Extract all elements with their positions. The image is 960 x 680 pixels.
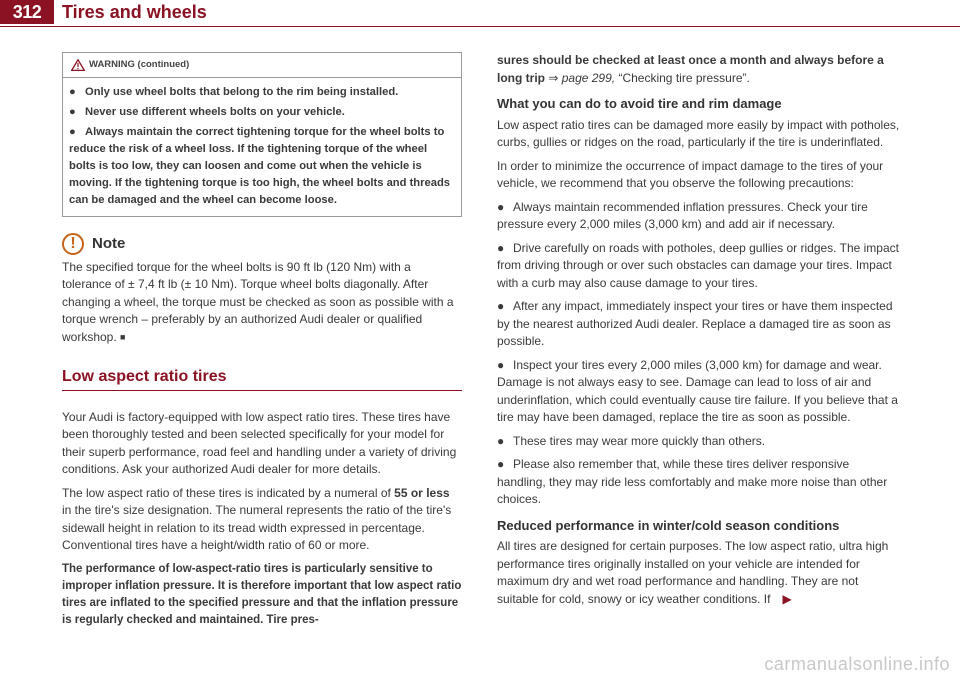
bullet-item: ● Inspect your tires every 2,000 miles (3,000 km) for damage and wear. Damage is not always easy to see. Damage can lead to loss of air and underinflation, which could eventually cause tire failure. If you believe that a tire may have been damaged, replace the tire as soon as possible. xyxy=(497,357,898,424)
warning-triangle-icon xyxy=(71,59,85,71)
bullet-item: ● Drive carefully on roads with potholes, deep gullies or ridges. The impact from driving through or over such obstacles can damage your tires. Impact with a curb may also cause damage to your tires. xyxy=(497,240,899,290)
page-number: 312 xyxy=(0,0,54,24)
chapter-title: Tires and wheels xyxy=(62,2,207,22)
right-column xyxy=(497,52,901,614)
note-title: Note xyxy=(92,234,126,252)
paragraph: Low aspect ratio tires can be damaged more easily by impact with potholes, curbs, gullies or ridges on the road, particularly if the tire is underinflated. xyxy=(497,117,900,149)
subheading: Reduced performance in winter/cold season conditions xyxy=(497,517,840,533)
bullet-item: ● Always maintain recommended inflation pressures. Check your tire pressure every 2,000 miles (3,000 km) and add air if necessary. xyxy=(497,199,868,231)
continue-arrow-icon: ▶ xyxy=(782,591,792,606)
warning-body xyxy=(63,78,461,216)
subheading: What you can do to avoid tire and rim damage xyxy=(497,96,782,111)
bullet-item: ● Please also remember that, while these tires deliver responsive handling, they may ride less comfortably and make more noise than other choices. xyxy=(497,457,888,506)
section-title: Low aspect ratio tires xyxy=(62,368,462,391)
bullet-item: ● After any impact, immediately inspect your tires or have them inspected by the nearest authorized Audi dealer. Replace a damaged tire as soon as possible. xyxy=(497,299,893,348)
warning-item: ● Always maintain the correct tightening torque for the wheel bolts to reduce the risk of a wheel loss. If the tightening torque of the wheel bolts is too low, they can loosen and come out when the vehicle is moving. If the tightening torque is too high, the wheel bolts and threads can be damaged and the wheel can become loose. xyxy=(69,125,450,206)
header-rule xyxy=(0,26,960,27)
note-text: The specified torque for the wheel bolts is 90 ft lb (120 Nm) with a tolerance of ± 7,4 ft lb (± 10 Nm). Torque wheel bolts diagonally. After changing a wheel, the torque must be checked as soon as possible with a torque wrench – preferably by an authorized Audi dealer or qualified workshop. ■ xyxy=(62,259,454,344)
bullet-item: ● These tires may wear more quickly than others. xyxy=(497,433,766,448)
paragraph: All tires are designed for certain purposes. The low aspect ratio, ultra high performance tires originally installed on your vehicle are intended for maximum dry and wet road performance and handling. They are not suitable for cold, snowy or icy weather conditions. If ▶ xyxy=(497,539,889,606)
emphasis-paragraph: The performance of low-aspect-ratio tires is particularly sensitive to improper inflation pressure. It is therefore important that low aspect ratio tires are inflated to the specified pressure and that the inflation pressure is regularly checked and maintained. Tire pres- xyxy=(62,562,462,626)
watermark: carmanualsonline.info xyxy=(764,654,950,674)
warning-item: ● Only use wheel bolts that belong to the rim being installed. xyxy=(69,85,399,98)
paragraph: The low aspect ratio of these tires is indicated by a numeral of 55 or less in the tire's size designation. The numeral represents the ratio of the tire's sidewall height in relation to its tread width expressed in percentage. Conventional tires have a height/width ratio of 60 or more. xyxy=(62,485,452,553)
warning-heading: WARNING (continued) xyxy=(89,59,190,70)
paragraph: In order to minimize the occurrence of impact damage to the tires of your vehicle, we recommend that you observe the following precautions: xyxy=(497,158,884,190)
note-icon: ! xyxy=(62,233,84,255)
page-reference[interactable]: ⇒ page 299, xyxy=(548,70,616,85)
left-column xyxy=(62,52,462,635)
warning-header xyxy=(63,53,461,78)
warning-item: ● Never use different wheels bolts on your vehicle. xyxy=(69,105,345,118)
paragraph: Your Audi is factory-equipped with low aspect ratio tires. These tires have been thoroughly tested and been selected specifically for your model for their superb performance, road feel and handling under a variety of driving conditions. Ask your authorized Audi dealer for more details. xyxy=(62,409,457,477)
section-end-icon: ■ xyxy=(120,331,126,342)
note-header xyxy=(62,233,462,255)
warning-box xyxy=(62,52,462,217)
continued-paragraph: sures should be checked at least once a month and always before a long trip ⇒ page 299, “Checking tire pressure”. xyxy=(497,53,884,85)
